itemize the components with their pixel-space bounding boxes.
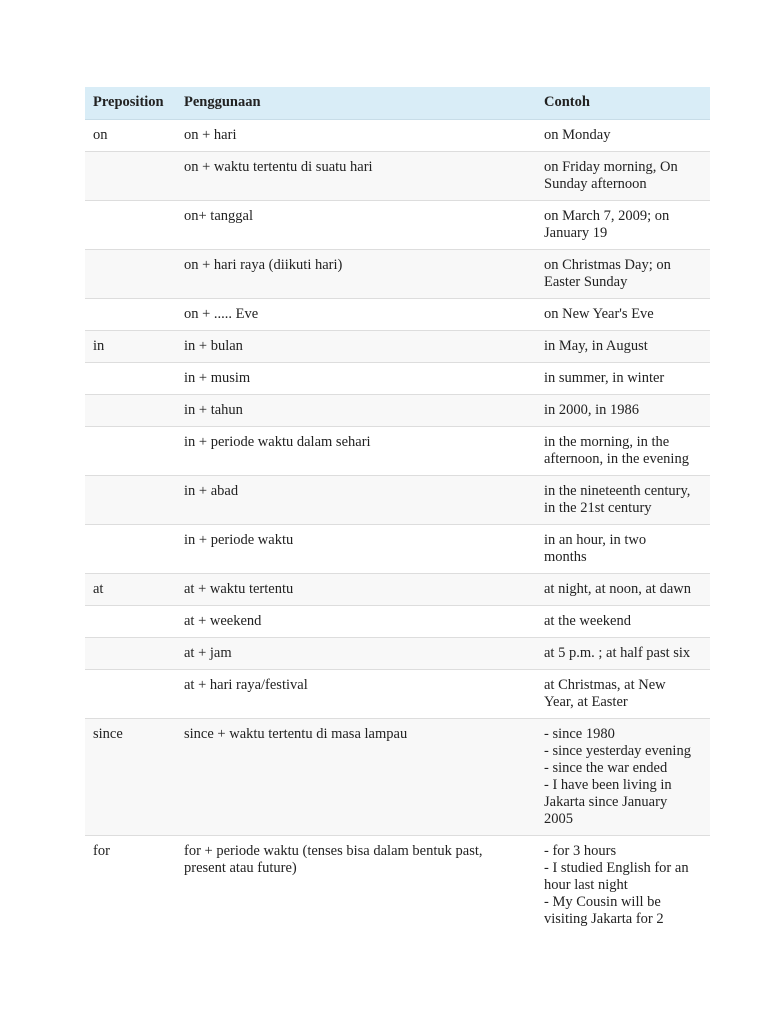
preposition-cell (85, 427, 176, 476)
preposition-cell (85, 152, 176, 201)
penggunaan-cell: on + waktu tertentu di suatu hari (176, 152, 536, 201)
penggunaan-cell: in + abad (176, 476, 536, 525)
preposition-cell (85, 363, 176, 395)
penggunaan-cell: in + periode waktu (176, 525, 536, 574)
contoh-cell: at the weekend (536, 606, 710, 638)
penggunaan-cell: in + tahun (176, 395, 536, 427)
contoh-cell: on New Year's Eve (536, 299, 710, 331)
table-row (85, 152, 710, 201)
table-row (85, 574, 710, 606)
preposition-cell (85, 250, 176, 299)
contoh-cell: at 5 p.m. ; at half past six (536, 638, 710, 670)
contoh-cell: on Friday morning, On Sunday afternoon (536, 152, 710, 201)
table-row (85, 670, 710, 719)
table-row (85, 363, 710, 395)
penggunaan-cell: on + ..... Eve (176, 299, 536, 331)
table-header-row (85, 87, 710, 120)
contoh-cell: at night, at noon, at dawn (536, 574, 710, 606)
preposition-cell (85, 476, 176, 525)
contoh-cell: - for 3 hours - I studied English for an hour last night - My Cousin will be visiting Jakarta for 2 (536, 836, 710, 936)
preposition-cell (85, 201, 176, 250)
preposition-cell: on (85, 120, 176, 152)
contoh-cell: in the morning, in the afternoon, in the evening (536, 427, 710, 476)
preposition-cell (85, 606, 176, 638)
contoh-cell: on March 7, 2009; on January 19 (536, 201, 710, 250)
penggunaan-cell: at + hari raya/festival (176, 670, 536, 719)
contoh-cell: at Christmas, at New Year, at Easter (536, 670, 710, 719)
table-row (85, 476, 710, 525)
contoh-cell: on Christmas Day; on Easter Sunday (536, 250, 710, 299)
penggunaan-cell: in + bulan (176, 331, 536, 363)
preposition-cell: in (85, 331, 176, 363)
preposition-cell: at (85, 574, 176, 606)
penggunaan-cell: since + waktu tertentu di masa lampau (176, 719, 536, 836)
contoh-cell: in 2000, in 1986 (536, 395, 710, 427)
preposition-cell (85, 395, 176, 427)
penggunaan-cell: on+ tanggal (176, 201, 536, 250)
preposition-cell (85, 299, 176, 331)
preposition-cell: since (85, 719, 176, 836)
preposition-table (85, 87, 710, 935)
contoh-cell: in an hour, in two months (536, 525, 710, 574)
table-row (85, 201, 710, 250)
table-row (85, 395, 710, 427)
penggunaan-cell: at + weekend (176, 606, 536, 638)
table-body (85, 120, 710, 936)
preposition-cell (85, 525, 176, 574)
table-row (85, 836, 710, 936)
table-row (85, 250, 710, 299)
preposition-cell: for (85, 836, 176, 936)
table-row (85, 331, 710, 363)
contoh-cell: in summer, in winter (536, 363, 710, 395)
table-row (85, 638, 710, 670)
penggunaan-cell: in + periode waktu dalam sehari (176, 427, 536, 476)
table-row (85, 299, 710, 331)
table-row (85, 719, 710, 836)
preposition-cell (85, 670, 176, 719)
contoh-cell: in the nineteenth century, in the 21st century (536, 476, 710, 525)
preposition-cell (85, 638, 176, 670)
penggunaan-cell: for + periode waktu (tenses bisa dalam bentuk past, present atau future) (176, 836, 536, 936)
table-row (85, 427, 710, 476)
penggunaan-cell: on + hari raya (diikuti hari) (176, 250, 536, 299)
penggunaan-cell: at + jam (176, 638, 536, 670)
table-row (85, 120, 710, 152)
contoh-cell: on Monday (536, 120, 710, 152)
contoh-cell: in May, in August (536, 331, 710, 363)
table-row (85, 606, 710, 638)
penggunaan-cell: in + musim (176, 363, 536, 395)
header-contoh: Contoh (536, 87, 710, 120)
contoh-cell: - since 1980 - since yesterday evening - since the war ended - I have been living in Jakarta since January 2005 (536, 719, 710, 836)
header-preposition: Preposition (85, 87, 176, 120)
penggunaan-cell: at + waktu tertentu (176, 574, 536, 606)
penggunaan-cell: on + hari (176, 120, 536, 152)
table-row (85, 525, 710, 574)
header-penggunaan: Penggunaan (176, 87, 536, 120)
